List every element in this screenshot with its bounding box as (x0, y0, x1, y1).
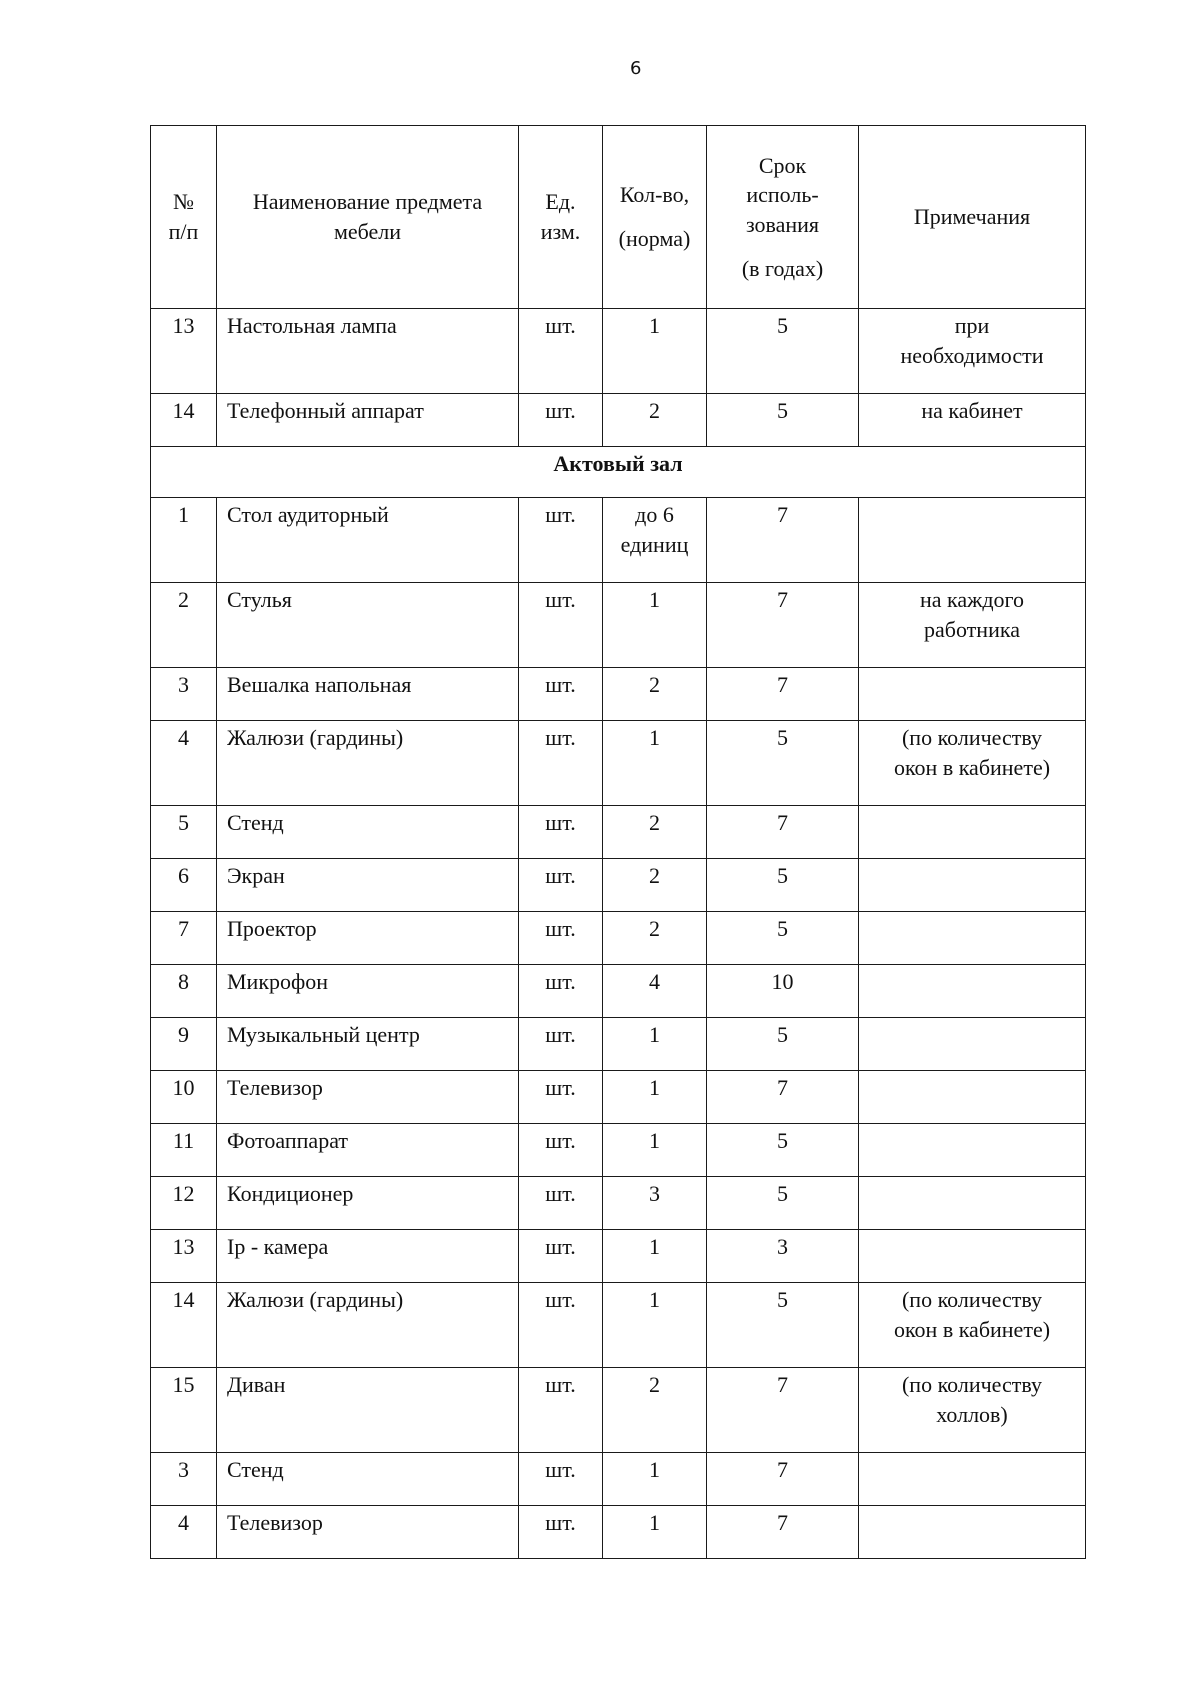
row-term: 5 (707, 721, 859, 806)
row-qty: 1 (603, 1453, 707, 1506)
row-name: Настольная лампа (217, 309, 519, 394)
table-row (151, 1506, 1086, 1559)
row-unit: шт. (519, 1453, 603, 1506)
page-number: 6 (630, 58, 642, 79)
row-qty: 1 (603, 583, 707, 668)
row-term: 7 (707, 498, 859, 583)
row-term: 7 (707, 1453, 859, 1506)
row-qty: 1 (603, 309, 707, 394)
section-title: Актовый зал (151, 447, 1086, 498)
row-num: 2 (151, 583, 217, 668)
table-row (151, 721, 1086, 806)
table-row (151, 859, 1086, 912)
row-unit: шт. (519, 1071, 603, 1124)
row-num: 1 (151, 498, 217, 583)
header-term: Срок исполь- зования (в годах) (707, 126, 859, 309)
row-term: 7 (707, 583, 859, 668)
row-name: Вешалка напольная (217, 668, 519, 721)
table-header-row (151, 126, 1086, 309)
row-unit: шт. (519, 912, 603, 965)
row-unit: шт. (519, 498, 603, 583)
row-note: (по количеству окон в кабинете) (859, 1283, 1086, 1368)
row-note (859, 1124, 1086, 1177)
row-unit: шт. (519, 965, 603, 1018)
row-note (859, 1230, 1086, 1283)
row-term: 7 (707, 668, 859, 721)
row-name: Кондиционер (217, 1177, 519, 1230)
table-row (151, 806, 1086, 859)
row-qty: 1 (603, 1018, 707, 1071)
row-name: Микрофон (217, 965, 519, 1018)
row-num: 3 (151, 1453, 217, 1506)
row-note (859, 859, 1086, 912)
row-qty: 2 (603, 394, 707, 447)
row-name: Жалюзи (гардины) (217, 721, 519, 806)
row-term: 5 (707, 309, 859, 394)
row-qty: 1 (603, 1071, 707, 1124)
row-term: 10 (707, 965, 859, 1018)
row-qty: 1 (603, 1230, 707, 1283)
row-note (859, 498, 1086, 583)
table-row (151, 394, 1086, 447)
row-unit: шт. (519, 1230, 603, 1283)
row-unit: шт. (519, 394, 603, 447)
row-num: 14 (151, 394, 217, 447)
row-name: Фотоаппарат (217, 1124, 519, 1177)
table-row (151, 1368, 1086, 1453)
table-row (151, 1283, 1086, 1368)
row-num: 14 (151, 1283, 217, 1368)
header-unit: Ед. изм. (519, 126, 603, 309)
row-note: (по количеству окон в кабинете) (859, 721, 1086, 806)
table-body-top (151, 309, 1086, 447)
section-header (151, 447, 1086, 498)
row-qty: 1 (603, 721, 707, 806)
row-qty: до 6 единиц (603, 498, 707, 583)
row-num: 13 (151, 309, 217, 394)
row-qty: 1 (603, 1124, 707, 1177)
row-unit: шт. (519, 309, 603, 394)
row-term: 7 (707, 806, 859, 859)
row-note (859, 912, 1086, 965)
row-note (859, 965, 1086, 1018)
header-qty: Кол-во, (норма) (603, 126, 707, 309)
row-name: Стенд (217, 1453, 519, 1506)
row-term: 7 (707, 1368, 859, 1453)
row-num: 4 (151, 1506, 217, 1559)
row-term: 5 (707, 1283, 859, 1368)
row-num: 6 (151, 859, 217, 912)
row-note (859, 1018, 1086, 1071)
row-name: Стол аудиторный (217, 498, 519, 583)
row-unit: шт. (519, 668, 603, 721)
row-note (859, 806, 1086, 859)
table-row (151, 498, 1086, 583)
row-num: 5 (151, 806, 217, 859)
row-unit: шт. (519, 859, 603, 912)
row-num: 8 (151, 965, 217, 1018)
row-name: Телевизор (217, 1071, 519, 1124)
row-unit: шт. (519, 721, 603, 806)
row-unit: шт. (519, 1018, 603, 1071)
table-row (151, 1018, 1086, 1071)
table-row (151, 965, 1086, 1018)
row-qty: 2 (603, 806, 707, 859)
table-row (151, 1230, 1086, 1283)
row-name: Жалюзи (гардины) (217, 1283, 519, 1368)
table-row (151, 1124, 1086, 1177)
row-note: (по количеству холлов) (859, 1368, 1086, 1453)
row-term: 5 (707, 1018, 859, 1071)
row-unit: шт. (519, 806, 603, 859)
row-num: 12 (151, 1177, 217, 1230)
row-unit: шт. (519, 1124, 603, 1177)
header-num: № п/п (151, 126, 217, 309)
table-row (151, 1453, 1086, 1506)
row-num: 3 (151, 668, 217, 721)
row-name: Музыкальный центр (217, 1018, 519, 1071)
row-note (859, 1453, 1086, 1506)
row-qty: 2 (603, 859, 707, 912)
row-qty: 4 (603, 965, 707, 1018)
row-num: 15 (151, 1368, 217, 1453)
table-row (151, 668, 1086, 721)
row-name: Диван (217, 1368, 519, 1453)
furniture-norms-table (150, 125, 1086, 1559)
row-unit: шт. (519, 1368, 603, 1453)
table-row (151, 309, 1086, 394)
row-note: при необходимости (859, 309, 1086, 394)
row-qty: 1 (603, 1506, 707, 1559)
table-row (151, 583, 1086, 668)
row-name: Ip - камера (217, 1230, 519, 1283)
row-note (859, 668, 1086, 721)
row-note (859, 1071, 1086, 1124)
row-name: Телевизор (217, 1506, 519, 1559)
row-num: 13 (151, 1230, 217, 1283)
row-name: Стенд (217, 806, 519, 859)
row-qty: 3 (603, 1177, 707, 1230)
row-qty: 1 (603, 1283, 707, 1368)
row-num: 11 (151, 1124, 217, 1177)
row-note: на каждого работника (859, 583, 1086, 668)
row-term: 7 (707, 1071, 859, 1124)
row-note (859, 1177, 1086, 1230)
table-row (151, 1177, 1086, 1230)
row-term: 7 (707, 1506, 859, 1559)
table-body-section (151, 498, 1086, 1559)
row-name: Телефонный аппарат (217, 394, 519, 447)
row-name: Проектор (217, 912, 519, 965)
row-term: 5 (707, 1177, 859, 1230)
header-name: Наименование предмета мебели (217, 126, 519, 309)
row-num: 10 (151, 1071, 217, 1124)
row-qty: 2 (603, 668, 707, 721)
row-num: 7 (151, 912, 217, 965)
row-note: на кабинет (859, 394, 1086, 447)
row-term: 5 (707, 859, 859, 912)
row-unit: шт. (519, 1177, 603, 1230)
row-unit: шт. (519, 1506, 603, 1559)
row-term: 5 (707, 912, 859, 965)
row-qty: 2 (603, 1368, 707, 1453)
row-unit: шт. (519, 583, 603, 668)
table-row (151, 912, 1086, 965)
table-row (151, 1071, 1086, 1124)
row-term: 5 (707, 1124, 859, 1177)
row-name: Экран (217, 859, 519, 912)
row-num: 9 (151, 1018, 217, 1071)
header-note: Примечания (859, 126, 1086, 309)
row-term: 5 (707, 394, 859, 447)
row-name: Стулья (217, 583, 519, 668)
row-num: 4 (151, 721, 217, 806)
row-note (859, 1506, 1086, 1559)
row-qty: 2 (603, 912, 707, 965)
row-unit: шт. (519, 1283, 603, 1368)
row-term: 3 (707, 1230, 859, 1283)
